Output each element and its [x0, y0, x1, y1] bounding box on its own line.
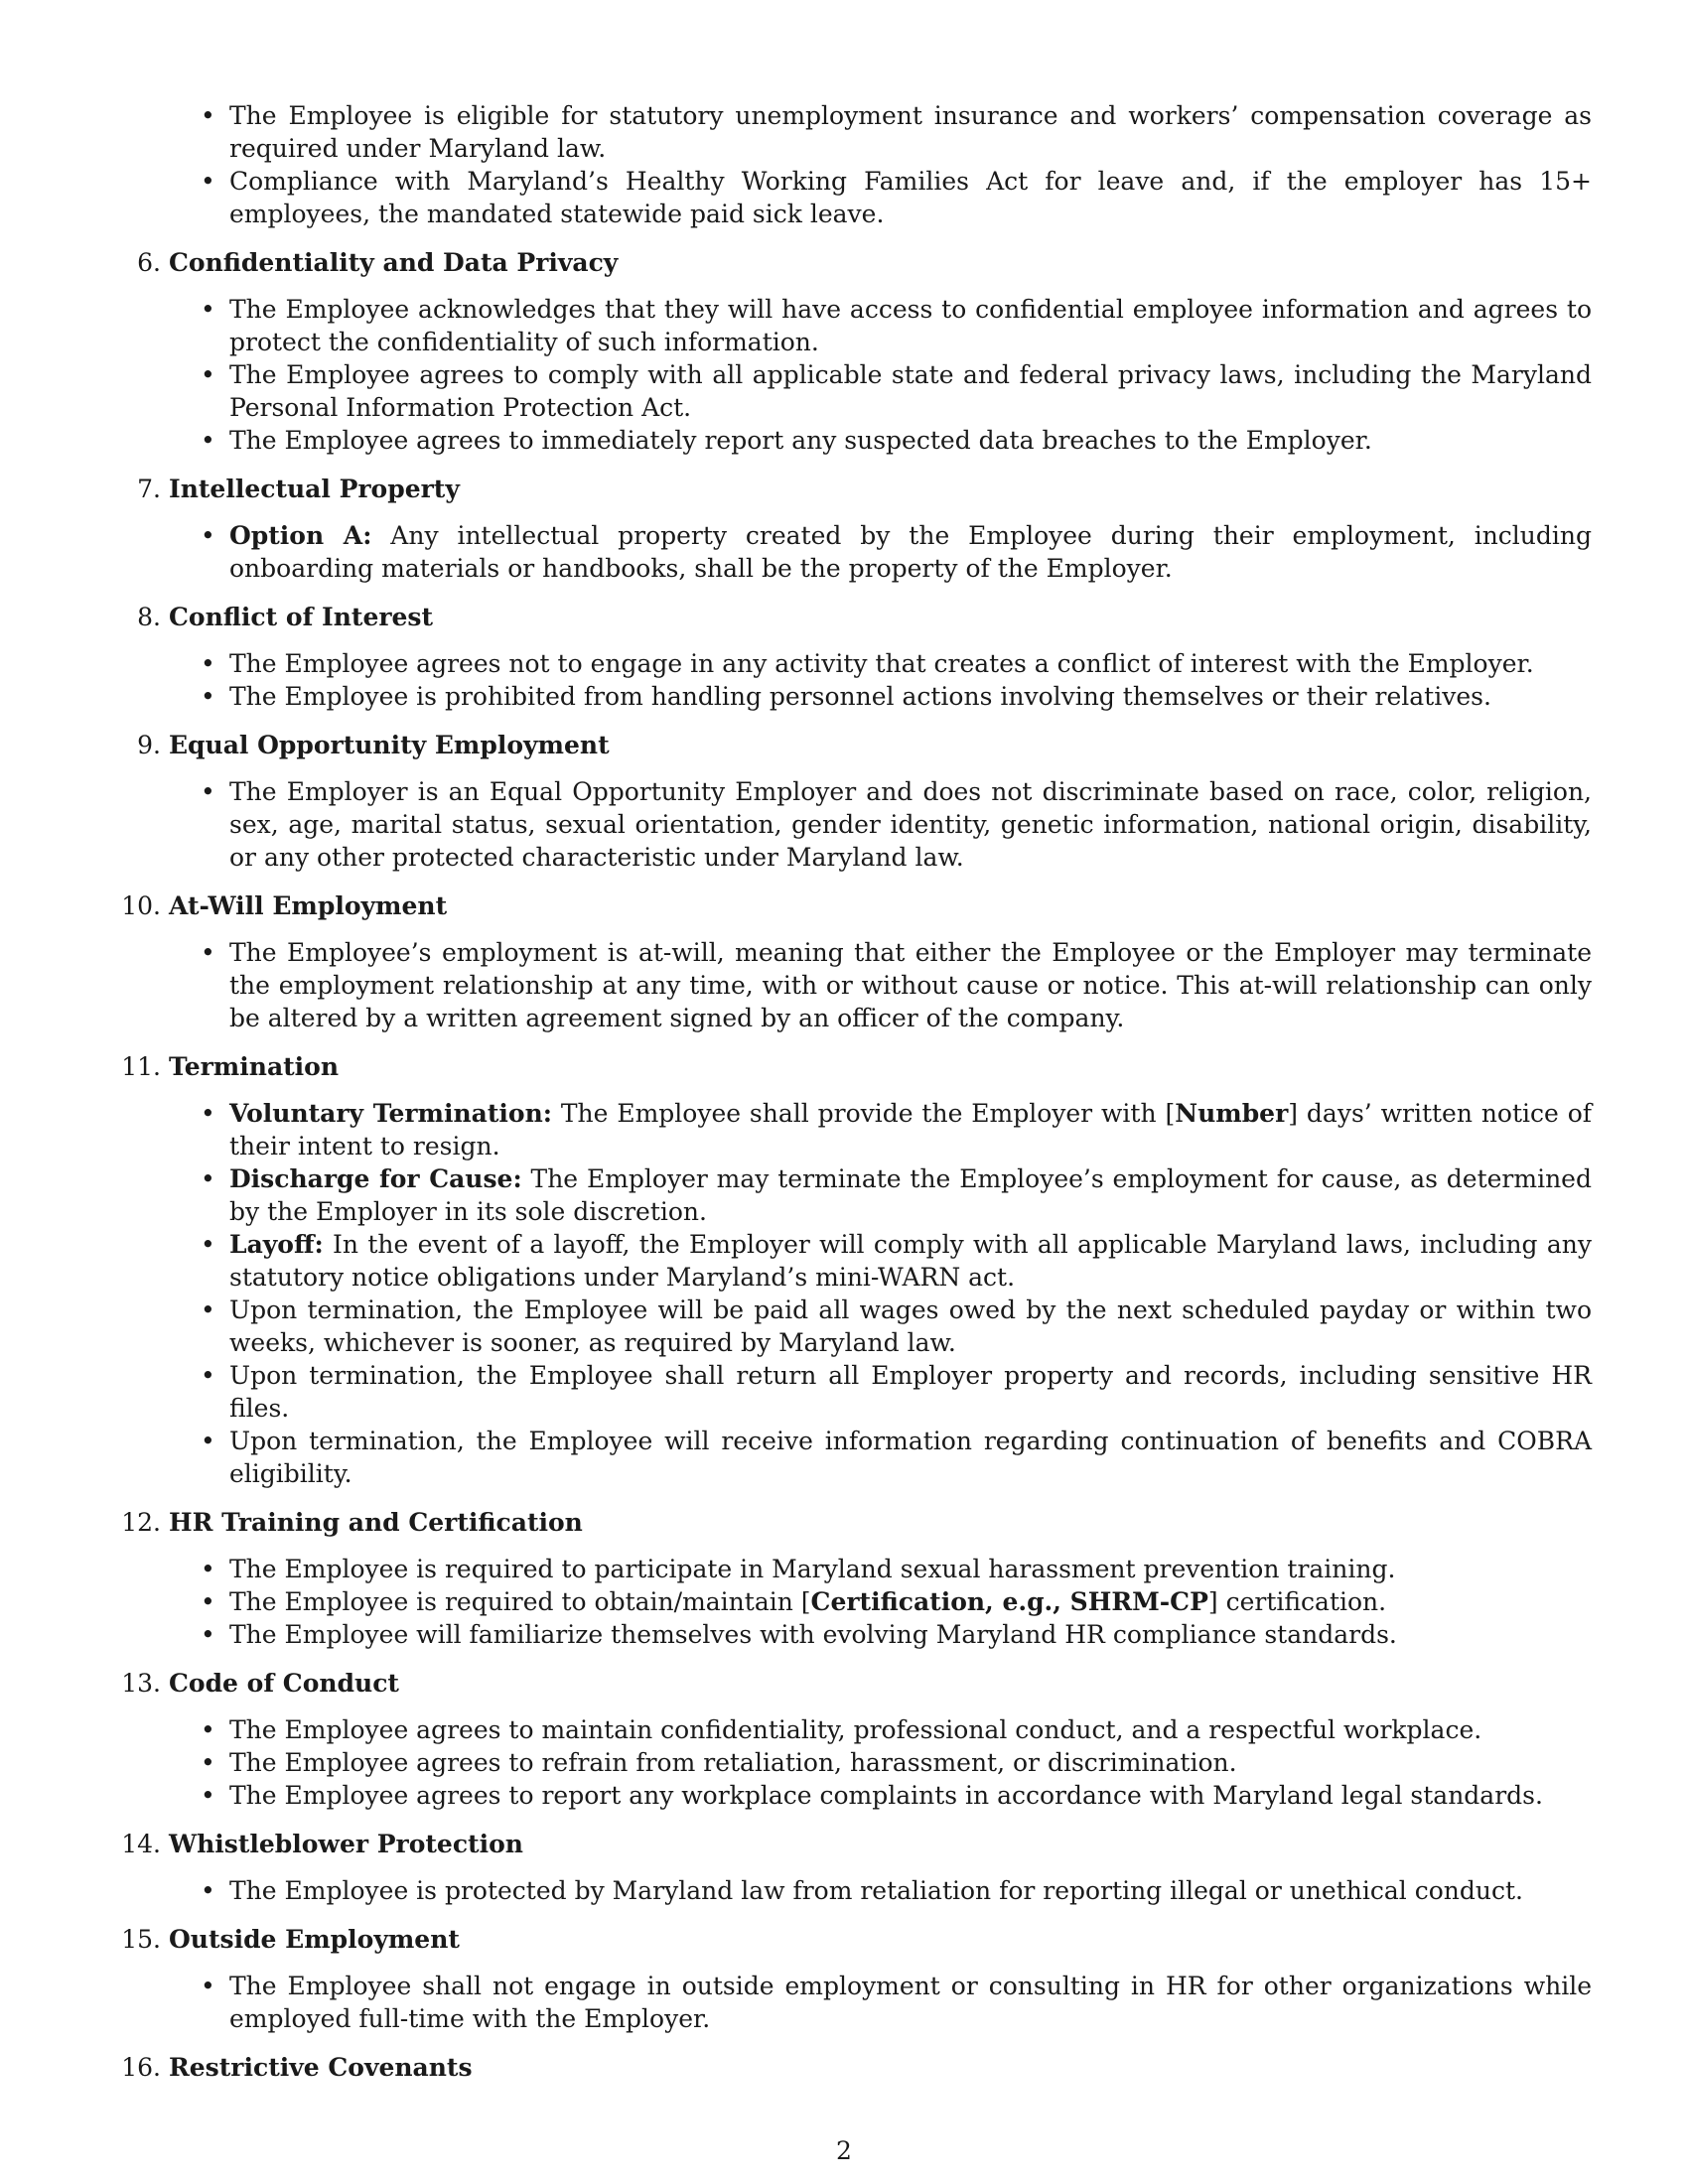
- placeholder-field: Number: [1175, 1099, 1289, 1128]
- bullet-icon: •: [201, 1587, 215, 1616]
- bullet-text: The Employee is eligible for statutory unemployment insurance and workers’ compensation coverage as required under Maryland law.: [229, 101, 1592, 163]
- bullet-text: The Employee agrees to immediately report any suspected data breaches to the Employer.: [229, 426, 1372, 455]
- section-heading: [119, 1050, 1589, 1083]
- bullet-tail: days’ written notice of their intent to resign.: [229, 1099, 1592, 1160]
- section-number: 12.: [121, 1508, 161, 1537]
- section-title: At-Will Employment: [169, 891, 448, 920]
- section-number: 14.: [121, 1830, 161, 1858]
- bullet-icon: •: [201, 1748, 215, 1777]
- section-number: 9.: [137, 731, 161, 759]
- bullet-text: The Employee agrees to refrain from retaliation, harassment, or discrimination.: [229, 1748, 1237, 1777]
- list-item: [119, 1359, 1592, 1425]
- section-heading: [119, 1506, 1589, 1539]
- bullet-list: [119, 1874, 1589, 1907]
- list-item: [119, 1294, 1592, 1359]
- bullet-icon: •: [201, 360, 215, 389]
- bullet-list: [119, 519, 1592, 585]
- bullet-text: The Employee agrees to comply with all applicable state and federal privacy laws, including the Maryland Personal Information Protection Act.: [229, 360, 1592, 422]
- bullet-list: [119, 775, 1592, 874]
- list-item: [119, 680, 1592, 713]
- section-number: 13.: [121, 1669, 161, 1698]
- section-title: Restrictive Covenants: [169, 2053, 473, 2082]
- bullet-icon: •: [201, 521, 215, 550]
- section-list: [119, 246, 1592, 2084]
- bullet-icon: •: [201, 1427, 215, 1455]
- bullet-lead: Discharge for Cause:: [229, 1164, 522, 1193]
- section: [119, 1667, 1589, 1812]
- list-item: [119, 99, 1592, 165]
- section-heading: [119, 1667, 1589, 1700]
- section: [119, 889, 1592, 1034]
- bullet-text: The Employer may terminate the Employee’s employment for cause, as determined by the Employer in its sole discretion.: [229, 1164, 1592, 1226]
- list-item: • The Employee is required to obtain/maintain [Certification, e.g., SHRM-CP] certification.: [201, 1587, 1387, 1616]
- list-item: [119, 936, 1592, 1034]
- bullet-text: The Employee shall provide the Employer with: [551, 1099, 1166, 1128]
- placeholder-field: Certification, e.g., SHRM-CP: [810, 1587, 1208, 1616]
- bullet-text: Compliance with Maryland’s Healthy Working Families Act for leave and, if the employer has 15+ employees, the mandated statewide paid sick leave.: [229, 167, 1592, 228]
- bullet-text: Upon termination, the Employee shall return all Employer property and records, including sensitive HR files.: [229, 1361, 1592, 1423]
- bullet-icon: •: [201, 1296, 215, 1324]
- bullet-text: In the event of a layoff, the Employer will comply with all applicable Maryland laws, including any statutory notice obligations under Maryland’s mini-WARN act.: [229, 1230, 1592, 1292]
- section-heading: [119, 1828, 1589, 1860]
- bullet-icon: •: [201, 1972, 215, 2000]
- section: [119, 2051, 1589, 2084]
- section-number: 8.: [137, 603, 161, 631]
- bullet-icon: •: [201, 1876, 215, 1905]
- bullet-text: The Employee is protected by Maryland law from retaliation for reporting illegal or unethical conduct.: [229, 1876, 1523, 1905]
- bullet-list: [119, 1553, 1589, 1651]
- section-title: Whistleblower Protection: [169, 1830, 523, 1858]
- list-item: [119, 165, 1592, 230]
- list-item: [119, 1228, 1592, 1294]
- section-heading: [119, 601, 1589, 633]
- bullet-icon: •: [201, 682, 215, 711]
- bullet-text: The Employee is required to obtain/maintain: [229, 1587, 801, 1616]
- bullet-lead: Voluntary Termination:: [229, 1099, 552, 1128]
- bullet-icon: •: [201, 1620, 215, 1649]
- bullet-lead: Layoff:: [229, 1230, 324, 1259]
- list-item: [119, 1970, 1592, 2035]
- list-item: [119, 647, 1592, 680]
- bullet-tail: certification.: [1217, 1587, 1387, 1616]
- bullet-text: The Employee agrees to report any workplace complaints in accordance with Maryland legal standards.: [229, 1781, 1543, 1810]
- bullet-lead: Option A:: [229, 521, 372, 550]
- bullet-icon: •: [201, 167, 215, 196]
- bullet-list: [119, 936, 1592, 1034]
- section: [119, 1828, 1589, 1907]
- bullet-text: The Employee acknowledges that they will have access to confidential employee information and agrees to protect the confidentiality of such information.: [229, 295, 1592, 356]
- section-title: Outside Employment: [169, 1925, 460, 1954]
- bullet-icon: •: [201, 777, 215, 806]
- list-item: [119, 358, 1592, 424]
- bullet-text: The Employee is prohibited from handling personnel actions involving themselves or their relatives.: [229, 682, 1491, 711]
- section-title: HR Training and Certification: [169, 1508, 583, 1537]
- bullet-text: Upon termination, the Employee will be paid all wages owed by the next scheduled payday or within two weeks, whichever is sooner, as required by Maryland law.: [229, 1296, 1592, 1357]
- list-item: [119, 1746, 1592, 1779]
- list-item: [119, 1553, 1592, 1585]
- bullet-text: The Employee’s employment is at-will, meaning that either the Employee or the Employer may terminate the employment relationship at any time, with or without cause or notice. This at-will relationship can only be altered by a written agreement signed by an officer of the company.: [229, 938, 1592, 1032]
- section-heading: [119, 729, 1589, 761]
- list-item: [119, 775, 1592, 874]
- section-title: Termination: [169, 1052, 340, 1081]
- bullet-text: The Employee is required to participate in Maryland sexual harassment prevention training.: [229, 1555, 1396, 1583]
- bullet-icon: •: [201, 1164, 215, 1193]
- bullet-icon: •: [201, 1555, 215, 1583]
- bullet-icon: •: [201, 1230, 215, 1259]
- list-item: [119, 293, 1592, 358]
- list-item: [119, 1618, 1592, 1651]
- section-title: Equal Opportunity Employment: [169, 731, 610, 759]
- section: [119, 473, 1592, 585]
- bullet-icon: •: [201, 1099, 215, 1128]
- bullet-text: The Employee will familiarize themselves with evolving Maryland HR compliance standards.: [229, 1620, 1397, 1649]
- section-title: Intellectual Property: [169, 475, 460, 503]
- section: [119, 729, 1592, 874]
- bullet-icon: •: [201, 938, 215, 967]
- bullet-list: [119, 1713, 1589, 1812]
- document-body: [119, 99, 1592, 2098]
- bullet-text: The Employee shall not engage in outside employment or consulting in HR for other organizations while employed full-time with the Employer.: [229, 1972, 1592, 2033]
- list-item: [119, 1162, 1592, 1228]
- section-number: 16.: [121, 2053, 161, 2082]
- section: [119, 1050, 1592, 1490]
- section: [119, 1923, 1592, 2035]
- section: [119, 1506, 1589, 1651]
- section-number: 6.: [137, 248, 161, 277]
- bullet-text: Upon termination, the Employee will receive information regarding continuation of benefits and COBRA eligibility.: [229, 1427, 1592, 1488]
- bullet-icon: •: [201, 1361, 215, 1390]
- list-item: [119, 1425, 1592, 1490]
- bullet-icon: •: [201, 101, 215, 130]
- bullet-icon: •: [201, 1781, 215, 1810]
- bullet-text: The Employee agrees not to engage in any activity that creates a conflict of interest with the Employer.: [229, 649, 1534, 678]
- section-title: Code of Conduct: [169, 1669, 399, 1698]
- section-number: 7.: [137, 475, 161, 503]
- bullet-text: The Employee agrees to maintain confidentiality, professional conduct, and a respectful workplace.: [229, 1715, 1482, 1744]
- intro-bullet-list: [119, 99, 1592, 230]
- section-title: Confidentiality and Data Privacy: [169, 248, 619, 277]
- section-heading: [119, 1923, 1589, 1956]
- section-number: 10.: [121, 891, 161, 920]
- section: [119, 246, 1592, 457]
- bullet-icon: •: [201, 295, 215, 324]
- section-title: Conflict of Interest: [169, 603, 434, 631]
- bullet-icon: •: [201, 649, 215, 678]
- list-item: [119, 1874, 1592, 1907]
- list-item: [119, 1779, 1592, 1812]
- list-item: [119, 1713, 1592, 1746]
- bullet-text: Any intellectual property created by the Employee during their employment, including onboarding materials or handbooks, shall be the property of the Employer.: [229, 521, 1592, 583]
- bullet-list: [119, 647, 1589, 713]
- section: [119, 601, 1589, 713]
- list-item: [119, 519, 1592, 585]
- page-number: 2: [836, 2136, 852, 2165]
- section-heading: [119, 246, 1589, 279]
- section-number: 11.: [121, 1052, 161, 1081]
- section-heading: [119, 473, 1589, 505]
- bullet-list: [119, 1970, 1592, 2035]
- section-heading: [119, 889, 1589, 922]
- bullet-text: The Employer is an Equal Opportunity Employer and does not discriminate based on race, color, religion, sex, age, marital status, sexual orientation, gender identity, genetic information, national origin, disability, or any other protected characteristic under Maryland law.: [229, 777, 1592, 872]
- bullet-icon: •: [201, 1715, 215, 1744]
- section-heading: [119, 2051, 1589, 2084]
- bullet-list: [119, 1097, 1592, 1490]
- bullet-list: [119, 293, 1592, 457]
- section-number: 15.: [121, 1925, 161, 1954]
- bullet-icon: •: [201, 426, 215, 455]
- list-item: • Voluntary Termination: The Employee shall provide the Employer with [Number] days’ written notice of their intent to resign.: [201, 1099, 1592, 1160]
- list-item: [119, 424, 1592, 457]
